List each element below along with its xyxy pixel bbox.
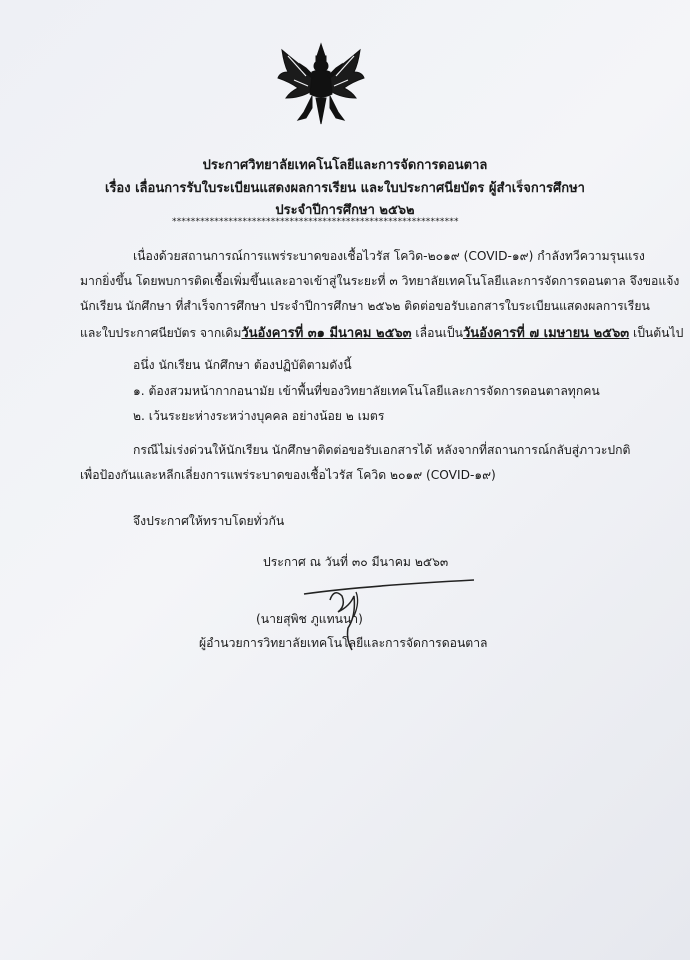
rules-intro: อนึ่ง นักเรียน นักศึกษา ต้องปฏิบัติตามดังนี้ [133, 358, 352, 372]
original-date: วันอังคารที่ ๓๑ มีนาคม ๒๕๖๓ [241, 326, 412, 341]
rule-item-2: ๒. เว้นระยะห่างระหว่างบุคคล อย่างน้อย ๒ เมตร [133, 409, 385, 423]
rule-item-1: ๑. ต้องสวมหน้ากากอนามัย เข้าพื้นที่ของวิทยาลัยเทคโนโลยีและการจัดการดอนตาลทุกคน [133, 384, 600, 398]
announcement-date: ประกาศ ณ วันที่ ๓๐ มีนาคม ๒๕๖๓ [263, 555, 449, 569]
closing-statement: จึงประกาศให้ทราบโดยทั่วกัน [133, 514, 285, 528]
new-date: วันอังคารที่ ๗ เมษายน ๒๕๖๓ [462, 326, 630, 341]
paragraph-3-line-1: กรณีไม่เร่งด่วนให้นักเรียน นักศึกษาติดต่อขอรับเอกสารได้ หลังจากที่สถานการณ์กลับสู่ภาวะปกติ [133, 443, 631, 457]
paragraph-1-line-3: นักเรียน นักศึกษา ที่สำเร็จการศึกษา ประจำปีการศึกษา ๒๕๖๒ ติดต่อขอรับเอกสารใบระเบียนแสดงผลการเรียน [80, 299, 650, 313]
paragraph-1-line-2: มากยิ่งขึ้น โดยพบการติดเชื้อเพิ่มขึ้นและอาจเข้าสู่ในระยะที่ ๓ วิทยาลัยเทคโนโลยีและการจัดการดอนตาล จึงขอแจ้ง [80, 274, 680, 288]
paragraph-1-line-4 [80, 322, 683, 343]
text-segment: เลื่อนเป็น [411, 326, 463, 340]
signatory-name: (นายสุพิช ภูแทนนา) [256, 612, 363, 626]
garuda-emblem-icon [276, 42, 366, 126]
text-segment: เป็นต้นไป [629, 326, 684, 340]
text-segment: และใบประกาศนียบัตร จากเดิม [80, 326, 242, 340]
announcement-title: ประกาศวิทยาลัยเทคโนโลยีและการจัดการดอนตาล [202, 158, 488, 173]
academic-year: ประจำปีการศึกษา ๒๕๖๒ [275, 203, 415, 218]
signatory-position: ผู้อำนวยการวิทยาลัยเทคโนโลยีและการจัดการดอนตาล [199, 636, 488, 650]
separator-line: ************************************************************* [172, 217, 459, 227]
paragraph-1-line-1: เนื่องด้วยสถานการณ์การแพร่ระบาดของเชื้อไวรัส โควิด-๒๐๑๙ (COVID-๑๙) กำลังทวีความรุนแรง [133, 249, 645, 263]
paragraph-3-line-2: เพื่อป้องกันและหลีกเลี่ยงการแพร่ระบาดของเชื้อไวรัส โควิด ๒๐๑๙ (COVID-๑๙) [80, 468, 496, 482]
announcement-subject: เรื่อง เลื่อนการรับใบระเบียนแสดงผลการเรียน และใบประกาศนียบัตร ผู้สำเร็จการศึกษา [105, 181, 585, 196]
